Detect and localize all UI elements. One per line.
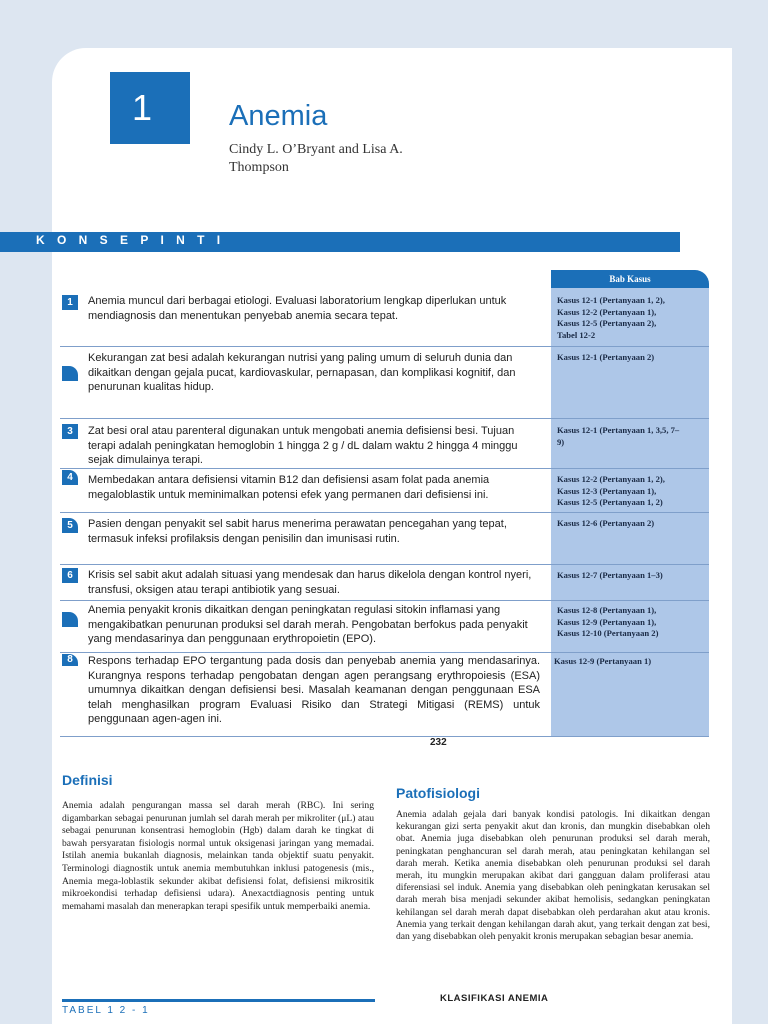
- case-ref: Kasus 12-9 (Pertanyaan 1),: [557, 616, 657, 627]
- case-ref: Kasus 12-8 (Pertanyaan 1),: [557, 605, 657, 615]
- row-number-badge: 6: [62, 568, 78, 583]
- row-cases: [557, 605, 709, 640]
- konsep-row: [60, 600, 709, 653]
- row-number-badge: [62, 366, 78, 381]
- table-label: TABEL 1 2 - 1: [62, 1005, 150, 1016]
- case-ref: Kasus 12-1 (Pertanyaan 1, 3,5, 7–: [557, 425, 680, 435]
- row-text: Respons terhadap EPO tergantung pada dosis dan penyebab anemia yang mendasarinya. Kurangnya respons terhadap pengobatan dengan agen perangsang erythropoiesis (ESA) umumnya dikaitkan dengan defisiensi besi. Masalah keamanan dengan penggunaan ESA telah menghasilkan program Evaluasi Risiko dan Strategi Mitigasi (REMS) untuk penggunaan agen-agen ini.: [88, 655, 540, 725]
- chapter-title: Anemia: [229, 100, 328, 132]
- patofisiologi-heading: Patofisiologi: [396, 785, 480, 801]
- definisi-body: Anemia adalah pengurangan massa sel darah merah (RBC). Ini sering digambarkan sebagai penurunan jumlah sel darah merah per mikroliter (μL) atau sebagai penurunan konsentrasi hemoglobin (Hgb) dalam darah ke tingkat di bawah persyaratan fisiologis normal untuk oksigenasi jaringan yang memadai. Istilah anemia bukanlah diagnosis, melainkan tanda objektif suatu penyakit. Terminologi diagnostik untuk anemia membutuhkan inklusi patogenesis (mis., Anemia mega-loblastik sekunder akibat defisiensi folat, defisiensi mikrositik mikroekondisi terhadap defisiensi udara). Anexactdiagnosis penting untuk memahami masalah dan menerapkan terapi spesifik untuk memperbaiki anemia.: [62, 800, 374, 912]
- konsep-row: [60, 418, 709, 469]
- konsep-inti-label: K O N S E P I N T I: [36, 233, 225, 247]
- row-text: Anemia muncul dari berbagai etiologi. Evaluasi laboratorium lengkap diperlukan untuk mendiagnosis dan menentukan penyebab anemia secara tepat.: [88, 295, 507, 322]
- row-number-badge: 4: [62, 470, 78, 485]
- row-text: Kekurangan zat besi adalah kekurangan nutrisi yang paling umum di seluruh dunia dan dikaitkan dengan gejala pucat, kardiovaskular, pernapasan, dan komplikasi kognitif, dan penurunan kualitas hidup.: [88, 352, 516, 393]
- konsep-row: [60, 652, 709, 737]
- case-ref: Tabel 12-2: [557, 329, 596, 340]
- case-ref: 9): [557, 436, 565, 447]
- case-ref: Kasus 12-7 (Pertanyaan 1–3): [557, 570, 663, 580]
- row-text: Anemia penyakit kronis dikaitkan dengan peningkatan regulasi sitokin inflamasi yang mengakibatkan penurunan produksi sel darah merah. Pengobatan berfokus pada penyakit yang mendasarinya dan penggunaan erythropoietin (EPO).: [88, 604, 528, 645]
- row-number-badge: 1: [62, 295, 78, 310]
- chapter-number-box: [110, 72, 190, 144]
- row-cases: [557, 474, 709, 509]
- case-ref: Kasus 12-6 (Pertanyaan 2): [557, 518, 655, 528]
- case-ref: Kasus 12-3 (Pertanyaan 1),: [557, 485, 657, 496]
- case-ref: Kasus 12-2 (Pertanyaan 1, 2),: [557, 474, 665, 484]
- chapter-number: 1: [132, 87, 153, 128]
- row-number-badge: 3: [62, 424, 78, 439]
- row-text: Pasien dengan penyakit sel sabit harus menerima perawatan pencegahan yang tepat, termasuk infeksi profilaksis dengan penisilin dan imunisasi rutin.: [88, 518, 507, 545]
- page-number: 232: [430, 737, 447, 748]
- case-ref: Kasus 12-2 (Pertanyaan 1),: [557, 306, 657, 317]
- table-rule: [62, 999, 375, 1002]
- row-cases: [554, 656, 706, 668]
- row-text: Membedakan antara defisiensi vitamin B12 dan defisiensi asam folat pada anemia megaloblastik untuk meminimalkan potensi efek yang permanen dari defisiensi ini.: [88, 474, 490, 501]
- case-ref: Kasus 12-1 (Pertanyaan 2): [557, 352, 655, 362]
- chapter-authors: Cindy L. O’Bryant and Lisa A. Thompson: [229, 142, 403, 175]
- definisi-heading: Definisi: [62, 772, 113, 788]
- row-number-badge: 5: [62, 518, 78, 533]
- konsep-row: [60, 512, 709, 565]
- row-text: Zat besi oral atau parenteral digunakan untuk mengobati anemia defisiensi besi. Tujuan terapi adalah peningkatan hemoglobin 1 hingga 2 g / dL dalam waktu 2 hingga 4 minggu sejak dimulainya terapi.: [88, 425, 518, 466]
- case-ref: Kasus 12-10 (Pertanyaan 2): [557, 628, 659, 638]
- case-ref: Kasus 12-1 (Pertanyaan 1, 2),: [557, 295, 665, 305]
- row-cases: [557, 352, 709, 364]
- row-cases: [557, 295, 709, 341]
- konsep-row: [60, 288, 709, 347]
- row-cases: [557, 570, 709, 582]
- case-ref: Kasus 12-5 (Pertanyaan 2),: [557, 318, 657, 328]
- case-ref: Kasus 12-5 (Pertanyaan 1, 2): [557, 497, 663, 507]
- patofisiologi-body: Anemia adalah gejala dari banyak kondisi patologis. Ini dikaitkan dengan kekurangan gizi serta penyakit akut dan kronis, dan mungkin disebabkan oleh obat. Anemia juga disebabkan oleh penurunan produksi sel darah merah, peningkatan penghancuran sel darah merah, atau peningkatan kehilangan sel darah merah. Ketika anemia disebabkan oleh penurunan produksi sel darah merah, itu mungkin merupakan akibat dari gangguan dalam proliferasi atau diferensiasi sel induk. Anemia yang disebabkan oleh peningkatan kerusakan sel darah merah bisa menjadi sekunder akibat hemolisis, sedangkan peningkatan kehilangan sel darah merah dapat disebabkan oleh perdarahan akut atau kronis. Anemia yang terkait dengan kehilangan darah akut, yang terkait dengan zat besi, dan yang disebabkan oleh penyakit kronis merupakan sebagian besar anemia.: [396, 809, 710, 943]
- case-column-header: Bab Kasus: [551, 270, 709, 288]
- row-cases: [557, 425, 709, 448]
- konsep-row: [60, 468, 709, 513]
- row-number-badge: 8: [62, 654, 78, 666]
- konsep-row: [60, 564, 709, 601]
- konsep-row: [60, 346, 709, 419]
- row-cases: [557, 518, 709, 530]
- row-number-badge: [62, 612, 78, 627]
- table-title: KLASIFIKASI ANEMIA: [440, 993, 549, 1004]
- row-text: Krisis sel sabit akut adalah situasi yang mendesak dan harus dikelola dengan kontrol nyeri, transfusi, oksigen atau terapi antibiotik yang sesuai.: [88, 569, 532, 596]
- case-ref: Kasus 12-9 (Pertanyaan 1): [554, 656, 652, 666]
